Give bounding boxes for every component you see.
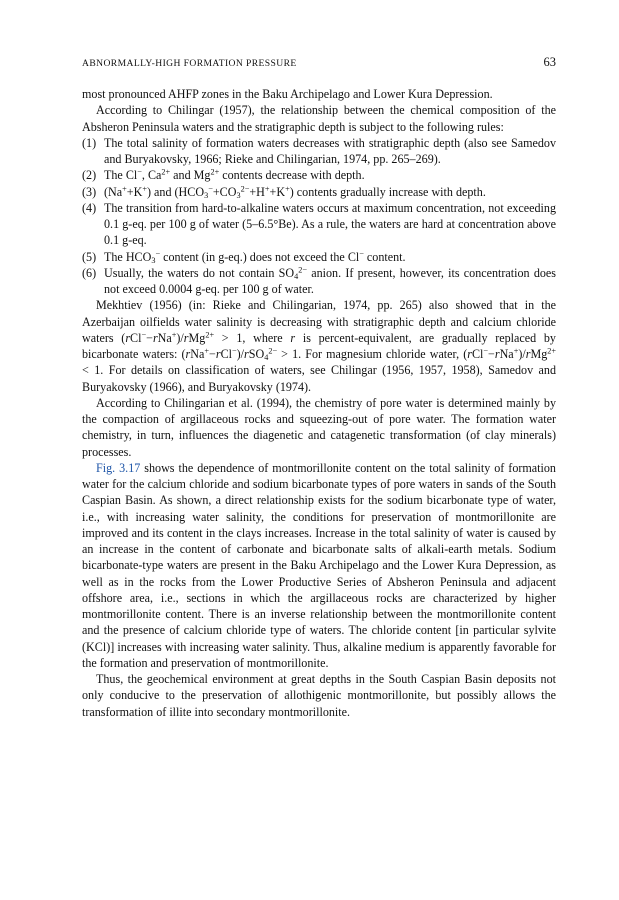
- paragraph-3: Mekhtiev (1956) (in: Rieke and Chilingarian, 1974, pp. 265) also showed that in the Azerbaijan oilfields water salinity is decreasing with stratigraphic depth and calcium chloride waters (rCl−−rNa+)/rMg$^{2+}$ > 1, where r is percent-equivalent, are gradually replaced by bicarbonate waters: (rNa+−rCl−)/rSO$_4^{2-}$ > 1. For magnesium chloride water, (rCl−−rNa+)/rMg$^{2+}$ < 1. For details on classification of waters, see Chilingar (1956, 1957, 1958), Samedov and Buryakovsky (1966), and Buryakovsky (1974).: [82, 298, 556, 394]
- page-number: 63: [543, 55, 556, 69]
- rule-text: The transition from hard-to-alkaline waters occurs at maximum concentration, not exceeding 0.1 g-eq. per 100 g of water (5–6.5°Be). As a rule, the waters are hard at concentration above 0.1 g-eq.: [104, 200, 556, 248]
- rule-item-4: [82, 200, 556, 249]
- paragraph-2: According to Chilingar (1957), the relationship between the chemical composition of the Absheron Peninsula waters and the stratigraphic depth is subject to the following rules:: [82, 103, 556, 134]
- rule-number: (3): [82, 184, 97, 199]
- figure-link[interactable]: Fig. 3.17: [96, 460, 141, 475]
- running-head: ABNORMALLY-HIGH FORMATION PRESSURE: [82, 58, 297, 69]
- rule-item-1: [82, 135, 556, 168]
- rule-item-6: [82, 265, 556, 298]
- rule-item-5: [82, 249, 556, 265]
- paragraph-6: Thus, the geochemical environment at great depths in the South Caspian Basin deposits not only conducive to the preservation of allothigenic montmorillonite, but possibly allows the transformation of illite into secondary montmorillonite.: [82, 672, 556, 719]
- paragraph-1: most pronounced AHFP zones in the Baku Archipelago and Lower Kura Depression.: [82, 87, 493, 101]
- page-header: [82, 52, 556, 72]
- paragraph-5: Fig. 3.17 shows the dependence of montmorillonite content on the total salinity of formation water for the calcium chloride and sodium bicarbonate types of pore waters in sands of the South Caspian Basin. As shown, a direct relationship exists for the sodium bicarbonate type of water, i.e., with increasing water salinity, the conditions for preservation of montmorillonite are improved and its content in the clays increases. Increase in the total salinity of water is caused by an increase in the content of carbonate and bicarbonate salts of alkali-earth metals. Sodium bicarbonate-type waters are present in the Baku Archipelago and the Lower Kura Depression, as well as in the rocks from the Lower Productive Series of Absheron Peninsula and adjacent offshore area, i.e., sections in which the argillaceous rocks are characterized by higher montmorillonite content. There is an inverse relationship between the montmorillonite content and the presence of calcium chloride type of waters. The chloride content [in particular sylvite (KCl)] increases with increasing water salinity. Thus, alkaline medium is apparently favorable for the formation and preservation of montmorillonite.: [82, 460, 556, 670]
- body-text: [82, 86, 556, 720]
- paragraph-4: According to Chilingarian et al. (1994), the chemistry of pore water is determined mainly by the compaction of argillaceous rocks and squeezing-out of pore water. The formation water chemistry, in turn, influences the diagenetic and catagenetic transformation (of clay minerals) processes.: [82, 395, 556, 459]
- rule-text: The $HCO_3^-$ content (in g-eq.) does not exceed the Cl− content.: [104, 249, 406, 265]
- rule-text: The Cl−, $Ca^{2+}$ and $Mg^{2+}$ contents decrease with depth.: [104, 167, 365, 183]
- rule-item-3: [82, 184, 556, 200]
- rule-number: (1): [82, 135, 97, 150]
- rule-item-2: [82, 167, 556, 183]
- rule-number: (2): [82, 168, 97, 183]
- rule-number: (5): [82, 249, 97, 264]
- document-page: [82, 52, 556, 720]
- rules-list: [82, 135, 556, 298]
- rule-text: Usually, the waters do not contain $SO_4^{2-}$ anion. If present, however, its concentration does not exceed 0.0004 g-eq. per 100 g of water.: [104, 265, 556, 296]
- rule-text: The total salinity of formation waters decreases with stratigraphic depth (also see Samedov and Buryakovsky, 1966; Rieke and Chilingarian, 1974, pp. 265–269).: [104, 135, 556, 166]
- rule-text: (Na++K+) and $(HCO_3^-+CO_3^{2-}+H^++K^+)$ contents gradually increase with depth.: [104, 184, 486, 200]
- rule-number: (6): [82, 265, 97, 280]
- rule-number: (4): [82, 200, 97, 215]
